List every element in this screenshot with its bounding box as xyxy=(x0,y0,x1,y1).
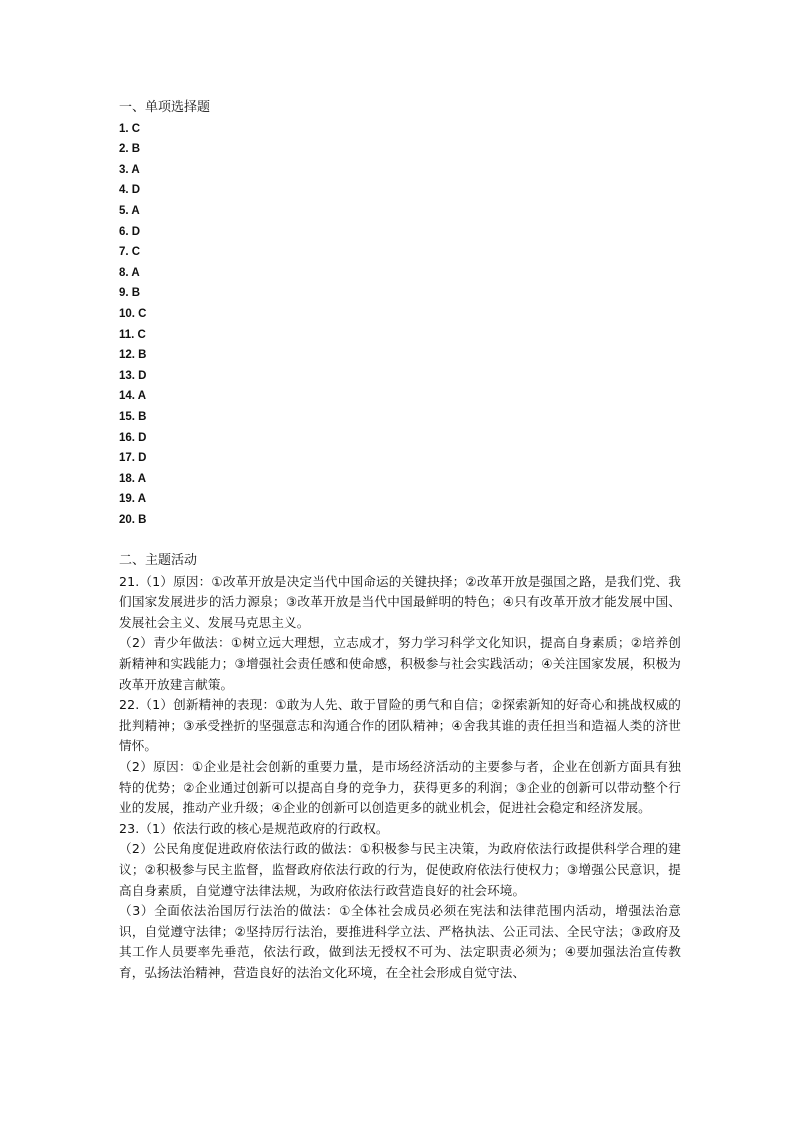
answer-item: 11. C xyxy=(119,328,146,341)
answer-paragraph: （3）全面依法治国厉行法治的做法：①全体社会成员必须在宪法和法律范围内活动，增强法治意识，自觉遵守法律；②坚持厉行法治，要推进科学立法、严格执法、公正司法、全民守法；③政府及其工作人员要率先垂范，依法行政，做到法无授权不可为、法定职责必须为；④要加强法治宣传教育，弘扬法治精神，营造良好的法治文化环境，在全社会形成自觉守法、 xyxy=(119,903,681,980)
answer-item: 9. B xyxy=(119,287,141,300)
answer-item: 2. B xyxy=(119,143,141,156)
answer-item: 20. B xyxy=(119,513,147,526)
answer-item: 14. A xyxy=(119,390,147,403)
answer-item: 1. C xyxy=(119,122,141,135)
answer-paragraph: 23.（1）依法行政的核心是规范政府的行政权。 xyxy=(119,820,389,836)
answer-item: 7. C xyxy=(119,246,141,259)
answer-item: 12. B xyxy=(119,349,147,362)
answer-item: 5. A xyxy=(119,204,140,217)
answer-item: 16. D xyxy=(119,431,147,444)
choice-answer-list xyxy=(119,119,681,531)
answer-item: 3. A xyxy=(119,163,140,176)
answer-paragraph: （2）公民角度促进政府依法行政的做法：①积极参与民主决策，为政府依法行政提供科学合理的建议；②积极参与民主监督，监督政府依法行政的行为，促使政府依法行使权力；③增强公民意识，提高自身素质，自觉遵守法律法规，为政府依法行政营造良好的社会环境。 xyxy=(119,841,681,898)
answer-paragraph: 21.（1）原因：①改革开放是决定当代中国命运的关键抉择；②改革开放是强国之路，是我们党、我们国家发展进步的活力源泉；③改革开放是当代中国最鲜明的特色；④只有改革开放才能发展中国、发展社会主义、发展马克思主义。 xyxy=(119,573,681,630)
answer-item: 8. A xyxy=(119,266,140,279)
section1-heading: 一、单项选择题 xyxy=(119,100,211,115)
answer-paragraph: 22.（1）创新精神的表现：①敢为人先、敢于冒险的勇气和自信；②探索新知的好奇心和挑战权威的批判精神；③承受挫折的坚强意志和沟通合作的团队精神；④舍我其谁的责任担当和造福人类的济世情怀。 xyxy=(119,697,681,754)
section-spacer xyxy=(119,530,681,551)
answer-item: 19. A xyxy=(119,493,147,506)
answer-key-content xyxy=(119,98,681,984)
answer-item: 4. D xyxy=(119,184,141,197)
answer-item: 17. D xyxy=(119,452,147,465)
answer-item: 13. D xyxy=(119,369,147,382)
answer-item: 10. C xyxy=(119,307,147,320)
answer-item: 18. A xyxy=(119,472,147,485)
answer-paragraph: （2）青少年做法：①树立远大理想，立志成才，努力学习科学文化知识，提高自身素质；②培养创新精神和实践能力；③增强社会责任感和使命感，积极参与社会实践活动；④关注国家发展，积极为改革开放建言献策。 xyxy=(119,635,681,692)
section2-heading: 二、主题活动 xyxy=(119,553,198,569)
answer-item: 15. B xyxy=(119,410,147,423)
answer-paragraph: （2）原因：①企业是社会创新的重要力量，是市场经济活动的主要参与者，企业在创新方面具有独特的优势；②企业通过创新可以提高自身的竞争力，获得更多的利润；③企业的创新可以带动整个行业的发展，推动产业升级；④企业的创新可以创造更多的就业机会，促进社会稳定和经济发展。 xyxy=(119,759,681,816)
answer-item: 6. D xyxy=(119,225,141,238)
